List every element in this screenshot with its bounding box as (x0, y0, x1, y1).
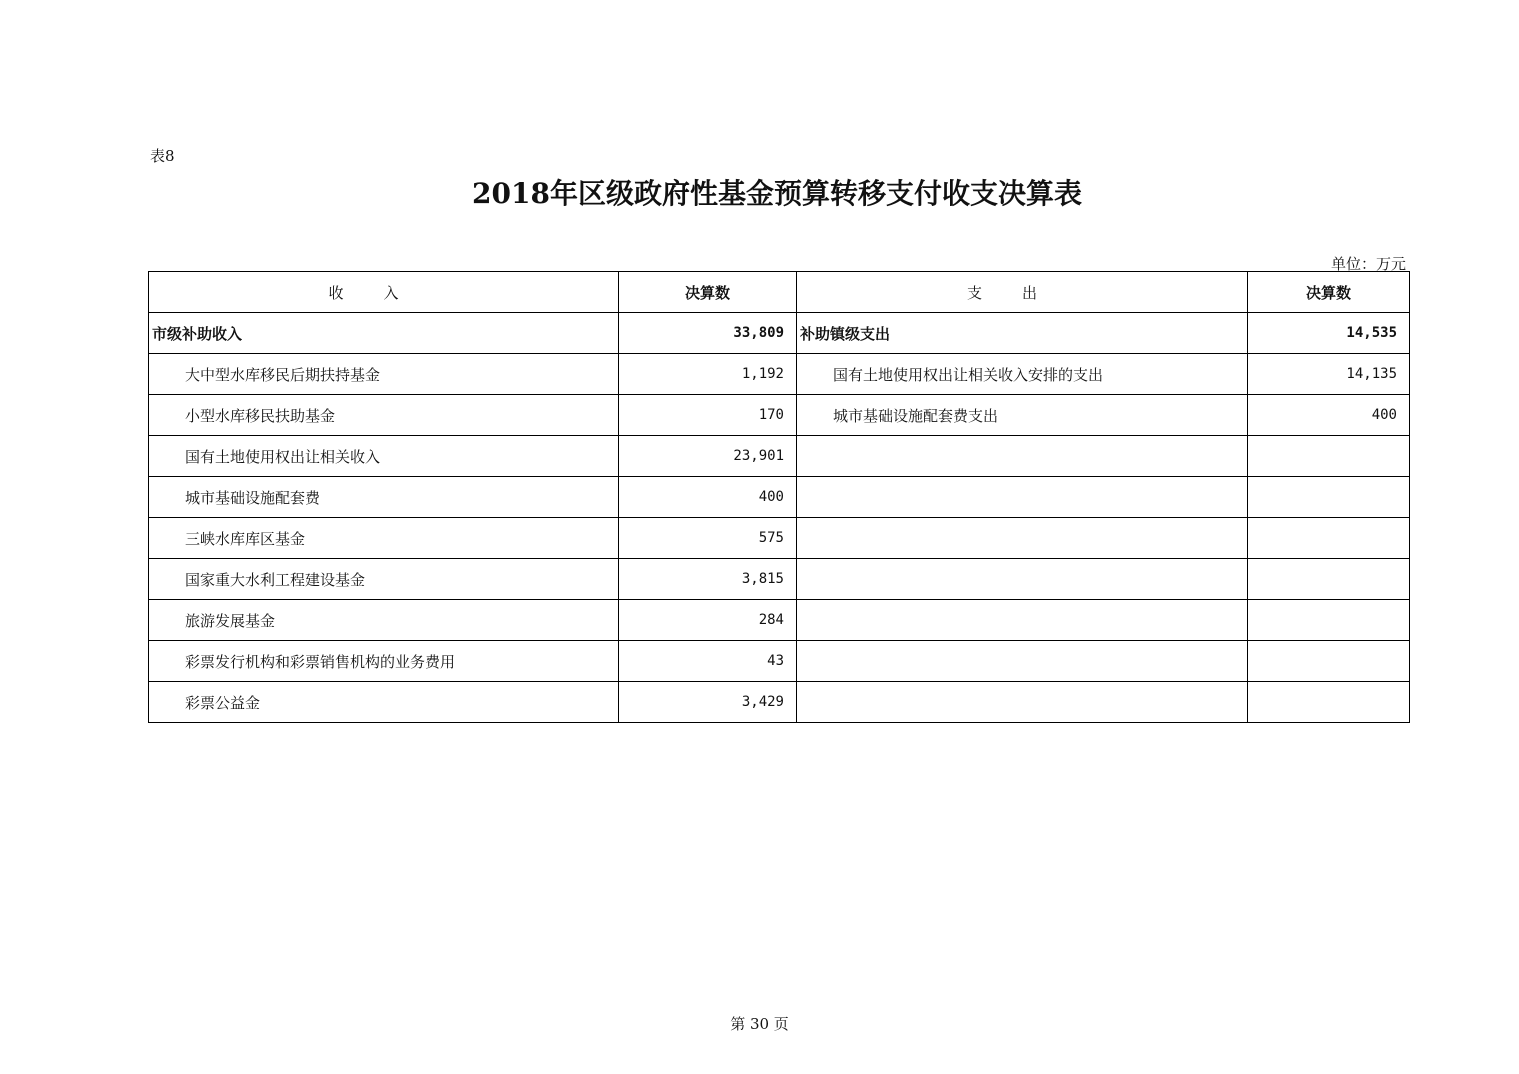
expense-amount (1248, 682, 1410, 723)
income-amount: 400 (619, 477, 797, 518)
expense-name (797, 559, 1248, 600)
table-row (149, 395, 1410, 436)
table-row (149, 559, 1410, 600)
income-name: 彩票发行机构和彩票销售机构的业务费用 (149, 641, 619, 682)
expense-name: 补助镇级支出 (797, 313, 1248, 354)
unit-label: 单位：万元 (1330, 255, 1406, 273)
expense-header: 支出 (797, 272, 1248, 313)
income-amount: 1,192 (619, 354, 797, 395)
expense-amount (1248, 477, 1410, 518)
income-amount-header: 决算数 (619, 272, 797, 313)
income-name: 城市基础设施配套费 (149, 477, 619, 518)
expense-name (797, 518, 1248, 559)
income-name: 市级补助收入 (149, 313, 619, 354)
income-header: 收入 (149, 272, 619, 313)
expense-amount (1248, 436, 1410, 477)
table-row (149, 641, 1410, 682)
table-row (149, 600, 1410, 641)
expense-amount: 400 (1248, 395, 1410, 436)
table-row (149, 682, 1410, 723)
expense-amount (1248, 600, 1410, 641)
expense-name (797, 436, 1248, 477)
page-number: 第 30 页 (730, 1015, 789, 1033)
income-name: 小型水库移民扶助基金 (149, 395, 619, 436)
table-row (149, 518, 1410, 559)
expense-amount (1248, 641, 1410, 682)
expense-name (797, 641, 1248, 682)
expense-name: 城市基础设施配套费支出 (797, 395, 1248, 436)
expense-name (797, 600, 1248, 641)
income-name: 三峡水库库区基金 (149, 518, 619, 559)
expense-amount-header: 决算数 (1248, 272, 1410, 313)
income-name: 国有土地使用权出让相关收入 (149, 436, 619, 477)
income-amount: 3,815 (619, 559, 797, 600)
income-name: 旅游发展基金 (149, 600, 619, 641)
page-title: 2018年区级政府性基金预算转移支付收支决算表 (472, 177, 1082, 210)
income-amount: 284 (619, 600, 797, 641)
table-row (149, 477, 1410, 518)
income-name: 大中型水库移民后期扶持基金 (149, 354, 619, 395)
expense-name: 国有土地使用权出让相关收入安排的支出 (797, 354, 1248, 395)
table-number: 表8 (150, 147, 175, 165)
income-amount: 43 (619, 641, 797, 682)
expense-name (797, 682, 1248, 723)
table-row (149, 436, 1410, 477)
income-amount: 23,901 (619, 436, 797, 477)
income-name: 彩票公益金 (149, 682, 619, 723)
income-amount: 575 (619, 518, 797, 559)
table-header-row (149, 272, 1410, 313)
fund-transfer-table (148, 271, 1410, 723)
expense-amount: 14,535 (1248, 313, 1410, 354)
expense-amount: 14,135 (1248, 354, 1410, 395)
expense-amount (1248, 559, 1410, 600)
income-name: 国家重大水利工程建设基金 (149, 559, 619, 600)
income-amount: 3,429 (619, 682, 797, 723)
income-amount: 33,809 (619, 313, 797, 354)
table-row-total (149, 313, 1410, 354)
table-row (149, 354, 1410, 395)
expense-name (797, 477, 1248, 518)
income-amount: 170 (619, 395, 797, 436)
expense-amount (1248, 518, 1410, 559)
